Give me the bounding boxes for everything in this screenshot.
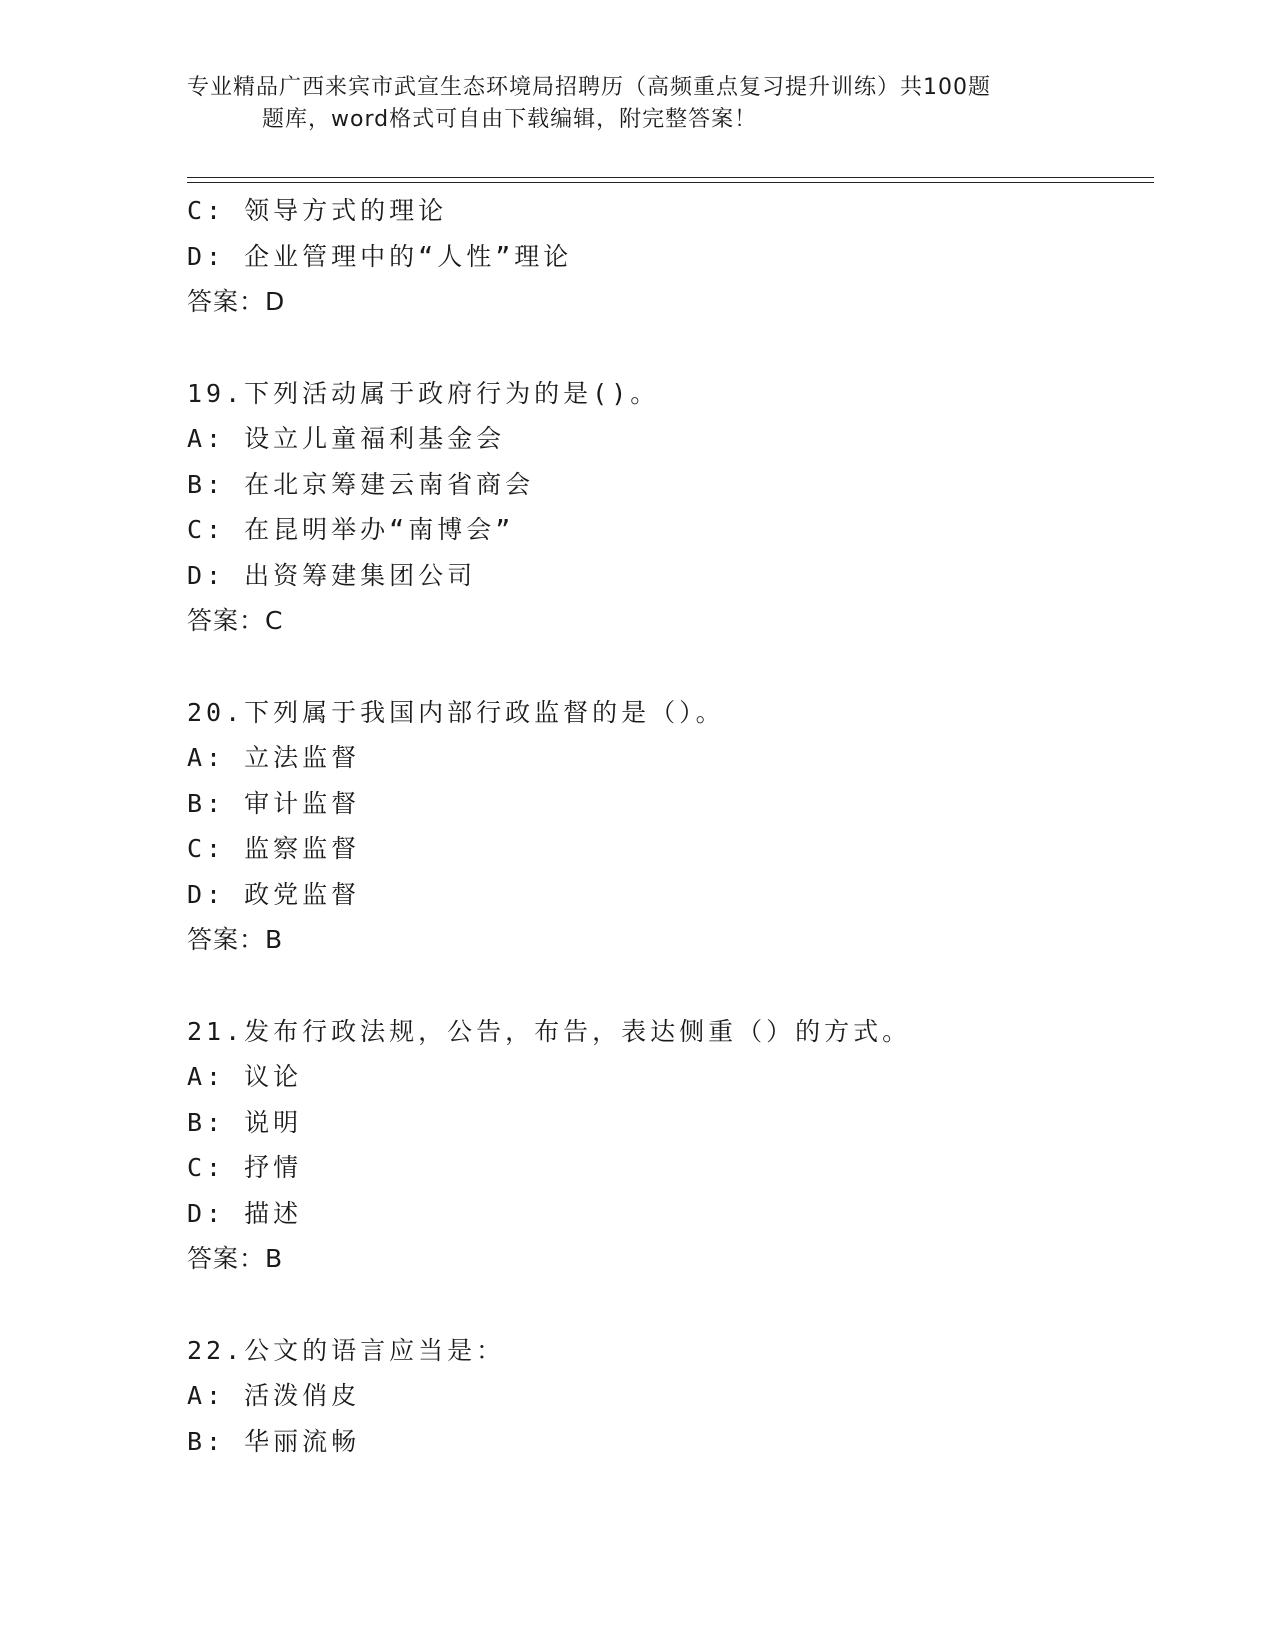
question-list [187,188,1147,1464]
answer-line: 答案：D [187,287,286,316]
option-c: C: 领导方式的理论 [187,196,448,225]
question-stem: 22.公文的语言应当是： [187,1335,506,1365]
option-b: B: 在北京筹建云南省商会 [187,469,535,499]
question-20 [187,690,1147,963]
header-divider-bottom [187,182,1154,183]
question-partial [187,188,1147,325]
header-title-line-1: 专业精品广西来宾市武宣生态环境局招聘历（高频重点复习提升训练）共100题 [187,75,991,100]
header-divider-top [187,177,1154,178]
option-b: B: 说明 [187,1107,303,1137]
question-22 [187,1328,1147,1465]
answer-line: 答案：B [187,1244,284,1273]
option-d: D: 描述 [187,1198,303,1228]
option-d: D: 政党监督 [187,879,361,909]
question-stem: 21.发布行政法规，公告，布告，表达侧重（）的方式。 [187,1016,912,1046]
option-c: C: 抒情 [187,1153,303,1182]
document-header [187,72,1087,136]
option-a: A: 议论 [187,1062,303,1091]
spacer [187,325,1147,371]
option-a: A: 设立儿童福利基金会 [187,424,506,453]
option-d: D: 企业管理中的“人性”理论 [187,241,573,271]
option-b: B: 华丽流畅 [187,1426,361,1456]
question-21 [187,1009,1147,1282]
spacer [187,644,1147,690]
question-stem: 19.下列活动属于政府行为的是()。 [187,378,660,408]
answer-line: 答案：B [187,925,284,954]
spacer [187,963,1147,1009]
answer-line: 答案：C [187,606,284,635]
header-title-line-2: 题库，word格式可自由下载编辑，附完整答案！ [262,107,758,132]
option-a: A: 立法监督 [187,743,361,772]
option-a: A: 活泼俏皮 [187,1381,361,1410]
option-b: B: 审计监督 [187,788,361,818]
question-stem: 20.下列属于我国内部行政监督的是（）。 [187,697,725,727]
option-c: C: 监察监督 [187,834,361,863]
spacer [187,1282,1147,1328]
option-d: D: 出资筹建集团公司 [187,560,477,590]
question-19 [187,371,1147,644]
option-c: C: 在昆明举办“南博会” [187,515,515,544]
